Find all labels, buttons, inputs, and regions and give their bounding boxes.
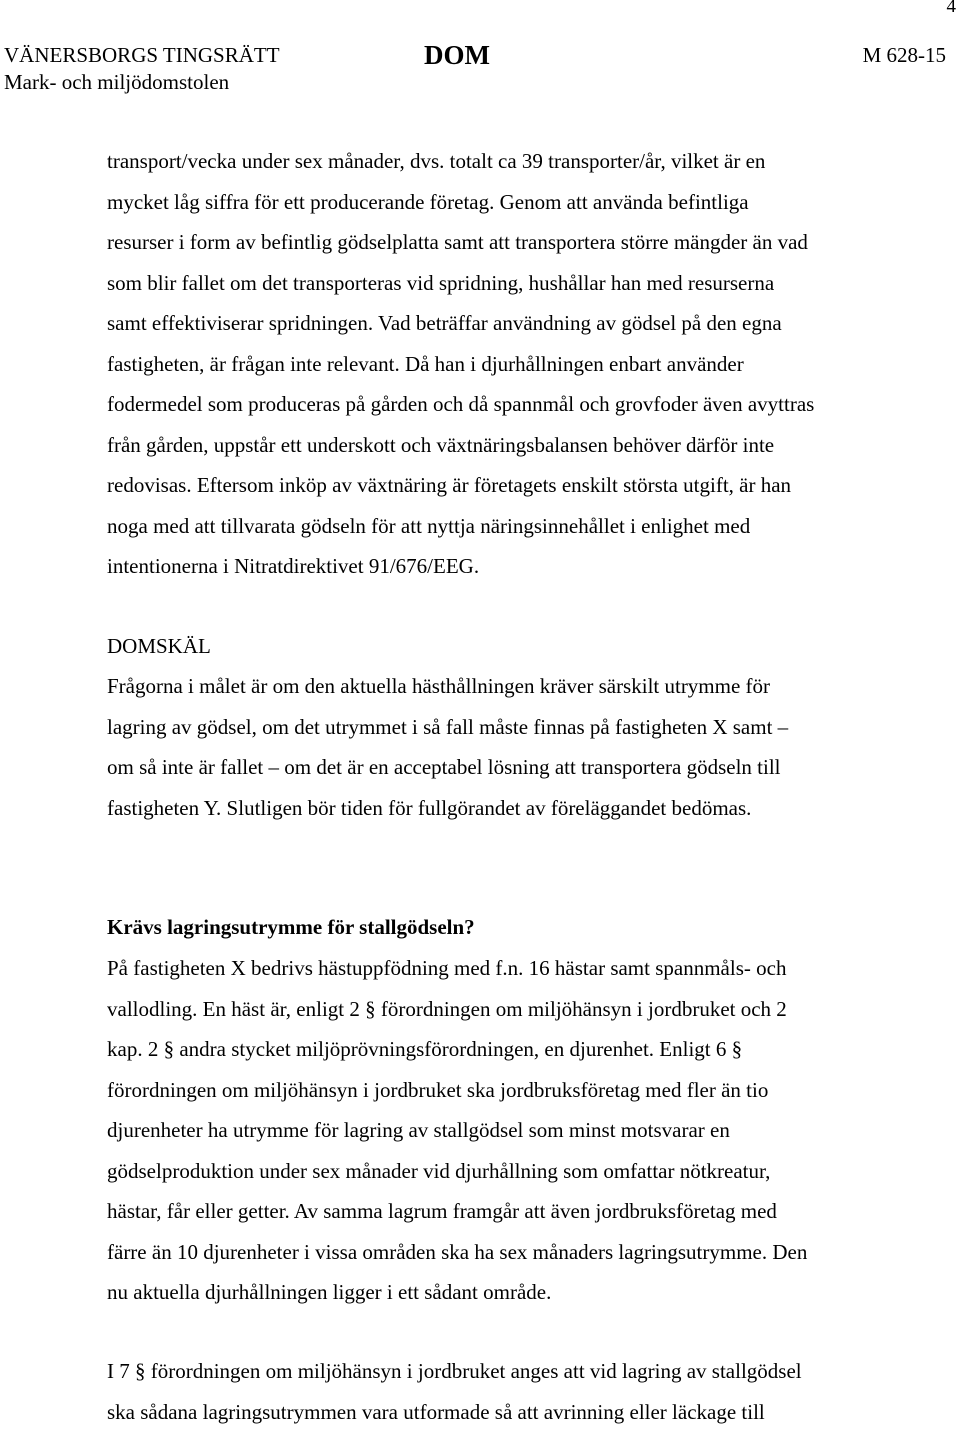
text-line: djurenheter ha utrymme för lagring av stallgödsel som minst motsvarar en — [107, 1110, 907, 1151]
paragraph-applicant-statement — [107, 141, 907, 587]
text-line: Frågorna i målet är om den aktuella hästhållningen kräver särskilt utrymme för — [107, 666, 907, 707]
text-line: noga med att tillvarata gödseln för att nyttja näringsinnehållet i enlighet med — [107, 506, 907, 547]
text-line: som blir fallet om det transporteras vid spridning, hushållar han med resurserna — [107, 263, 907, 304]
paragraph-horse-breeding — [107, 948, 907, 1313]
case-number: M 628-15 — [863, 43, 946, 68]
text-line: kap. 2 § andra stycket miljöprövningsförordningen, en djurenhet. Enligt 6 § — [107, 1029, 907, 1070]
text-line: vallodling. En häst är, enligt 2 § förordningen om miljöhänsyn i jordbruket och 2 — [107, 989, 907, 1030]
text-line: redovisas. Eftersom inköp av växtnäring är företagets enskilt största utgift, är han — [107, 465, 907, 506]
court-name: VÄNERSBORGS TINGSRÄTT — [4, 43, 280, 68]
text-line: I 7 § förordningen om miljöhänsyn i jordbruket anges att vid lagring av stallgödsel — [107, 1351, 907, 1392]
heading-domskal: DOMSKÄL — [107, 626, 907, 667]
court-department: Mark- och miljödomstolen — [4, 70, 229, 95]
text-line: intentionerna i Nitratdirektivet 91/676/EEG. — [107, 546, 907, 587]
text-line: fastigheten, är frågan inte relevant. Då han i djurhållningen enbart använder — [107, 344, 907, 385]
page-number: 4 — [947, 0, 957, 18]
text-line: fodermedel som produceras på gården och då spannmål och grovfoder även avyttras — [107, 384, 907, 425]
text-line: samt effektiviserar spridningen. Vad beträffar användning av gödsel på den egna — [107, 303, 907, 344]
text-line: fastigheten Y. Slutligen bör tiden för fullgörandet av föreläggandet bedömas. — [107, 788, 907, 829]
text-line: lagring av gödsel, om det utrymmet i så fall måste finnas på fastigheten X samt – — [107, 707, 907, 748]
text-line: resurser i form av befintlig gödselplatta samt att transportera större mängder än vad — [107, 222, 907, 263]
text-line: mycket låg siffra för ett producerande företag. Genom att använda befintliga — [107, 182, 907, 223]
document-type: DOM — [424, 40, 490, 71]
heading-storage-requirement: Krävs lagringsutrymme för stallgödseln? — [107, 907, 907, 948]
text-line: färre än 10 djurenheter i vissa områden ska ha sex månaders lagringsutrymme. Den — [107, 1232, 907, 1273]
paragraph-questions — [107, 666, 907, 828]
text-line: transport/vecka under sex månader, dvs. totalt ca 39 transporter/år, vilket är en — [107, 141, 907, 182]
document-header — [4, 40, 946, 72]
paragraph-storage-design — [107, 1351, 907, 1432]
text-line: nu aktuella djurhållningen ligger i ett sådant område. — [107, 1272, 907, 1313]
text-line: På fastigheten X bedrivs hästuppfödning med f.n. 16 hästar samt spannmåls- och — [107, 948, 907, 989]
text-line: ska sådana lagringsutrymmen vara utformade så att avrinning eller läckage till — [107, 1392, 907, 1432]
text-line: gödselproduktion under sex månader vid djurhållning som omfattar nötkreatur, — [107, 1151, 907, 1192]
text-line: hästar, får eller getter. Av samma lagrum framgår att även jordbruksföretag med — [107, 1191, 907, 1232]
text-line: från gården, uppstår ett underskott och växtnäringsbalansen behöver därför inte — [107, 425, 907, 466]
text-line: förordningen om miljöhänsyn i jordbruket ska jordbruksföretag med fler än tio — [107, 1070, 907, 1111]
text-line: om så inte är fallet – om det är en acceptabel lösning att transportera gödseln till — [107, 747, 907, 788]
